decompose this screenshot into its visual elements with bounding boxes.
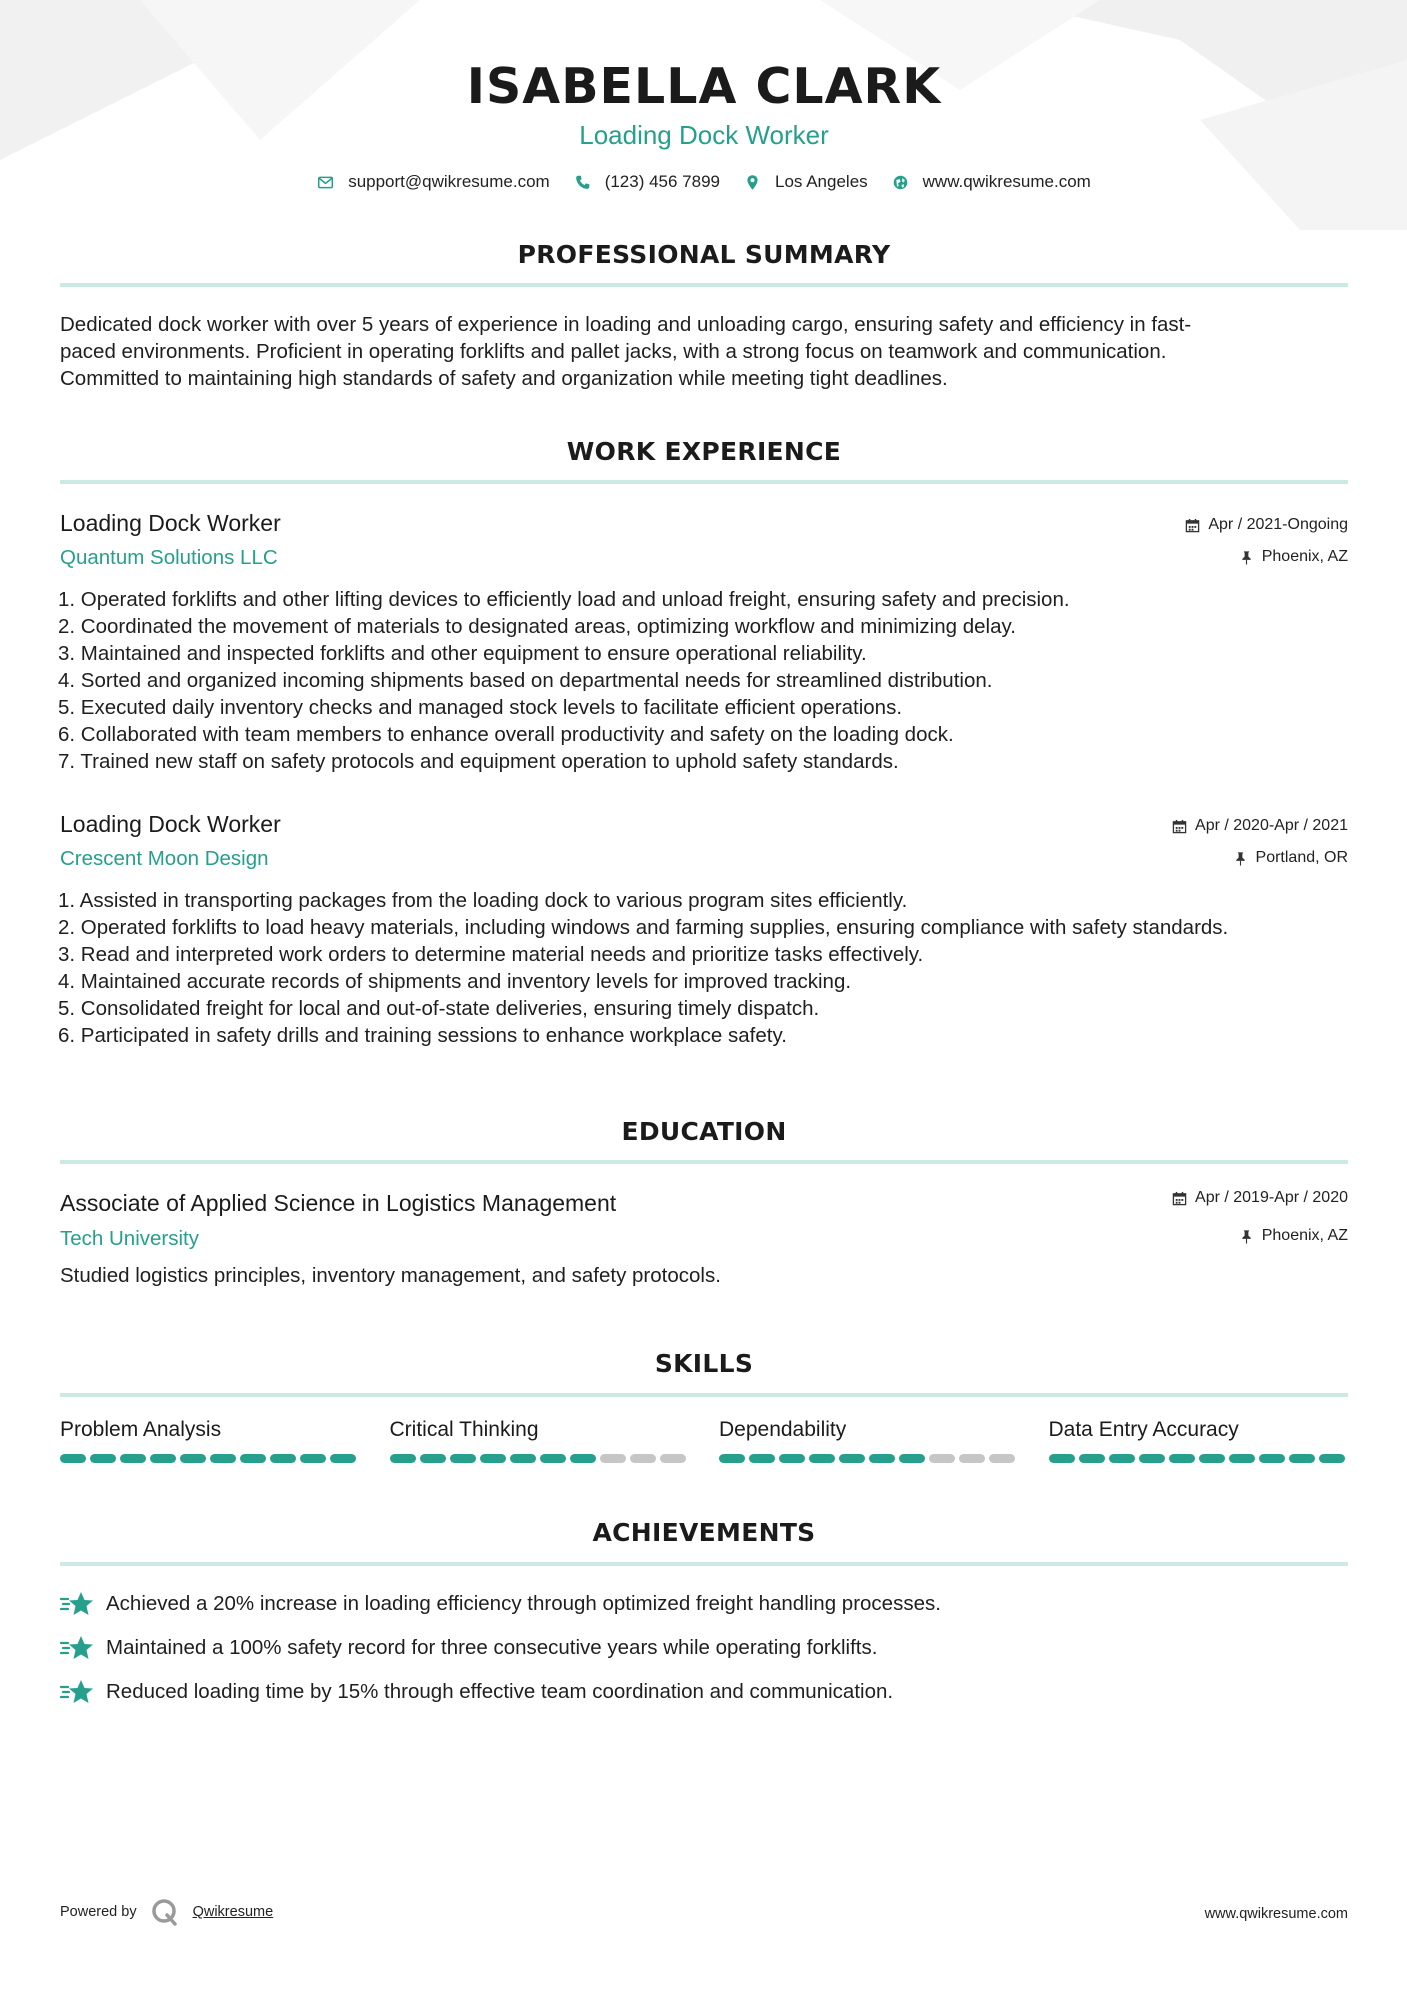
section-title-experience: WORK EXPERIENCE bbox=[566, 437, 842, 466]
envelope-icon bbox=[317, 174, 334, 191]
skill-dot-filled bbox=[1229, 1454, 1255, 1463]
duty-item: 2. Operated forklifts to load heavy materials, including windows and farming supplies, ensuring compliance with safety standards. bbox=[58, 916, 1229, 939]
skill-dot-filled bbox=[1199, 1454, 1225, 1463]
duty-item: 5. Consolidated freight for local and out-of-state deliveries, ensuring timely dispatch. bbox=[58, 997, 820, 1020]
globe-icon bbox=[892, 174, 909, 191]
skills-list bbox=[60, 1418, 1348, 1463]
achievement-item bbox=[60, 1634, 877, 1662]
skill-dot-filled bbox=[779, 1454, 805, 1463]
skill-dot-filled bbox=[120, 1454, 146, 1463]
skill-dot-filled bbox=[1289, 1454, 1315, 1463]
section-divider bbox=[60, 1160, 1348, 1164]
section-title-education: EDUCATION bbox=[621, 1117, 787, 1146]
candidate-role: Loading Dock Worker bbox=[579, 120, 829, 150]
map-pin-icon bbox=[744, 174, 761, 191]
skill-dot-empty bbox=[600, 1454, 626, 1463]
skill-item bbox=[390, 1418, 690, 1463]
job-dates bbox=[1172, 817, 1348, 835]
skill-name: Critical Thinking bbox=[389, 1418, 539, 1441]
job-dates bbox=[1185, 516, 1348, 534]
skill-dot-filled bbox=[839, 1454, 865, 1463]
contact-website[interactable] bbox=[892, 172, 1091, 192]
education-dates bbox=[1172, 1189, 1348, 1207]
pushpin-icon bbox=[1239, 1229, 1254, 1244]
duty-item: 5. Executed daily inventory checks and managed stock levels to facilitate efficient operations. bbox=[58, 696, 903, 719]
skill-dot-filled bbox=[749, 1454, 775, 1463]
footer-branding bbox=[60, 1898, 273, 1926]
section-title-skills: SKILLS bbox=[654, 1349, 754, 1378]
education-description: Studied logistics principles, inventory management, and safety protocols. bbox=[60, 1264, 721, 1287]
achievement-item bbox=[60, 1678, 893, 1706]
skill-dot-filled bbox=[869, 1454, 895, 1463]
skill-item bbox=[60, 1418, 360, 1463]
company-name: Crescent Moon Design bbox=[60, 847, 269, 870]
skill-dot-filled bbox=[60, 1454, 86, 1463]
skill-rating bbox=[1049, 1454, 1349, 1463]
duty-item: 6. Collaborated with team members to enhance overall productivity and safety on the loading dock. bbox=[58, 723, 954, 746]
candidate-name: ISABELLA CLARK bbox=[466, 58, 942, 115]
dates-text: Apr / 2020-Apr / 2021 bbox=[1195, 817, 1348, 834]
section-divider bbox=[60, 1562, 1348, 1566]
location-text: Portland, OR bbox=[1255, 849, 1348, 866]
skill-dot-filled bbox=[719, 1454, 745, 1463]
powered-by-label: Powered by bbox=[60, 1904, 137, 1920]
location-text: Los Angeles bbox=[775, 172, 868, 191]
skill-dot-filled bbox=[540, 1454, 566, 1463]
phone-text: (123) 456 7899 bbox=[604, 172, 721, 191]
skill-dot-filled bbox=[1319, 1454, 1345, 1463]
skill-dot-filled bbox=[420, 1454, 446, 1463]
job-location bbox=[1239, 548, 1348, 566]
contact-phone[interactable] bbox=[574, 172, 720, 192]
skill-dot-empty bbox=[660, 1454, 686, 1463]
skill-dot-filled bbox=[480, 1454, 506, 1463]
calendar-icon bbox=[1172, 819, 1187, 834]
section-divider bbox=[60, 1393, 1348, 1397]
footer-website[interactable]: www.qwikresume.com bbox=[1204, 1906, 1348, 1922]
star-icon bbox=[60, 1634, 94, 1662]
brand-link[interactable]: Qwikresume bbox=[192, 1904, 274, 1920]
section-divider bbox=[60, 283, 1348, 287]
skill-dot-filled bbox=[450, 1454, 476, 1463]
job-duties bbox=[58, 887, 1358, 1049]
skill-dot-filled bbox=[899, 1454, 925, 1463]
job-title: Loading Dock Worker bbox=[60, 510, 281, 536]
dates-text: Apr / 2019-Apr / 2020 bbox=[1195, 1189, 1348, 1206]
section-title-achievements: ACHIEVEMENTS bbox=[592, 1518, 816, 1547]
skill-dot-filled bbox=[510, 1454, 536, 1463]
skill-dot-empty bbox=[959, 1454, 985, 1463]
section-title-summary: PROFESSIONAL SUMMARY bbox=[517, 240, 891, 269]
skill-dot-filled bbox=[809, 1454, 835, 1463]
skill-dot-filled bbox=[300, 1454, 326, 1463]
job-title: Loading Dock Worker bbox=[60, 811, 281, 837]
job-location bbox=[1233, 849, 1348, 867]
achievement-text: Achieved a 20% increase in loading efficiency through optimized freight handling processes. bbox=[106, 1592, 941, 1615]
contact-bar bbox=[60, 172, 1348, 192]
duty-item: 7. Trained new staff on safety protocols and equipment operation to uphold safety standards. bbox=[58, 750, 899, 773]
skill-dot-filled bbox=[390, 1454, 416, 1463]
skill-item bbox=[719, 1418, 1019, 1463]
skill-dot-filled bbox=[90, 1454, 116, 1463]
duty-item: 3. Read and interpreted work orders to determine material needs and prioritize tasks effectively. bbox=[58, 943, 924, 966]
skill-dot-filled bbox=[1169, 1454, 1195, 1463]
duty-item: 1. Assisted in transporting packages from the loading dock to various program sites efficiently. bbox=[58, 889, 908, 912]
company-name: Quantum Solutions LLC bbox=[60, 546, 278, 569]
degree-title: Associate of Applied Science in Logistics Management bbox=[60, 1190, 617, 1216]
education-location bbox=[1239, 1227, 1348, 1245]
pushpin-icon bbox=[1239, 550, 1254, 565]
contact-location bbox=[744, 172, 868, 192]
skill-dot-filled bbox=[570, 1454, 596, 1463]
achievement-text: Reduced loading time by 15% through effective team coordination and communication. bbox=[106, 1680, 894, 1703]
skill-dot-filled bbox=[330, 1454, 356, 1463]
skill-name: Data Entry Accuracy bbox=[1048, 1418, 1239, 1441]
skill-dot-filled bbox=[1109, 1454, 1135, 1463]
calendar-icon bbox=[1185, 518, 1200, 533]
duty-item: 3. Maintained and inspected forklifts and other equipment to ensure operational reliability. bbox=[58, 642, 867, 665]
skill-dot-filled bbox=[1139, 1454, 1165, 1463]
website-text: www.qwikresume.com bbox=[922, 172, 1091, 191]
achievement-item bbox=[60, 1590, 941, 1618]
star-icon bbox=[60, 1678, 94, 1706]
skill-rating bbox=[719, 1454, 1019, 1463]
duty-item: 4. Sorted and organized incoming shipments based on departmental needs for streamlined distribution. bbox=[58, 669, 993, 692]
location-text: Phoenix, AZ bbox=[1261, 1227, 1348, 1244]
skill-item bbox=[1049, 1418, 1349, 1463]
job-duties bbox=[58, 586, 1358, 775]
summary-line: Committed to maintaining high standards of safety and organization while meeting tight deadlines. bbox=[60, 367, 948, 390]
skill-dot-filled bbox=[150, 1454, 176, 1463]
school-name: Tech University bbox=[60, 1227, 199, 1250]
skill-rating bbox=[60, 1454, 360, 1463]
skill-dot-empty bbox=[929, 1454, 955, 1463]
star-icon bbox=[60, 1590, 94, 1618]
section-divider bbox=[60, 480, 1348, 484]
skill-dot-filled bbox=[180, 1454, 206, 1463]
skill-dot-filled bbox=[1259, 1454, 1285, 1463]
skill-dot-empty bbox=[989, 1454, 1015, 1463]
skill-dot-empty bbox=[630, 1454, 656, 1463]
header-background bbox=[0, 0, 1407, 230]
skill-dot-filled bbox=[1079, 1454, 1105, 1463]
achievement-text: Maintained a 100% safety record for three consecutive years while operating forklifts. bbox=[106, 1636, 878, 1659]
dates-text: Apr / 2021-Ongoing bbox=[1208, 516, 1348, 533]
duty-item: 4. Maintained accurate records of shipments and inventory levels for improved tracking. bbox=[58, 970, 852, 993]
skill-dot-filled bbox=[270, 1454, 296, 1463]
skill-name: Problem Analysis bbox=[60, 1418, 222, 1441]
skill-dot-filled bbox=[210, 1454, 236, 1463]
phone-icon bbox=[574, 174, 591, 191]
skill-dot-filled bbox=[1049, 1454, 1075, 1463]
pushpin-icon bbox=[1233, 851, 1248, 866]
location-text: Phoenix, AZ bbox=[1261, 548, 1348, 565]
email-text: support@qwikresume.com bbox=[348, 172, 550, 191]
skill-name: Dependability bbox=[719, 1418, 847, 1441]
skill-rating bbox=[390, 1454, 690, 1463]
duty-item: 6. Participated in safety drills and training sessions to enhance workplace safety. bbox=[58, 1024, 787, 1047]
summary-line: Dedicated dock worker with over 5 years of experience in loading and unloading cargo, ensuring safety and efficiency in fast- bbox=[60, 313, 1192, 336]
qwikresume-logo-icon bbox=[151, 1898, 179, 1926]
duty-item: 2. Coordinated the movement of materials to designated areas, optimizing workflow and minimizing delay. bbox=[58, 615, 1016, 638]
skill-dot-filled bbox=[240, 1454, 266, 1463]
calendar-icon bbox=[1172, 1191, 1187, 1206]
summary-text bbox=[60, 311, 1348, 392]
summary-line: paced environments. Proficient in operating forklifts and pallet jacks, with a strong focus on teamwork and communication. bbox=[60, 340, 1167, 363]
contact-email[interactable] bbox=[317, 172, 550, 192]
duty-item: 1. Operated forklifts and other lifting devices to efficiently load and unload freight, ensuring safety and precision. bbox=[58, 588, 1070, 611]
